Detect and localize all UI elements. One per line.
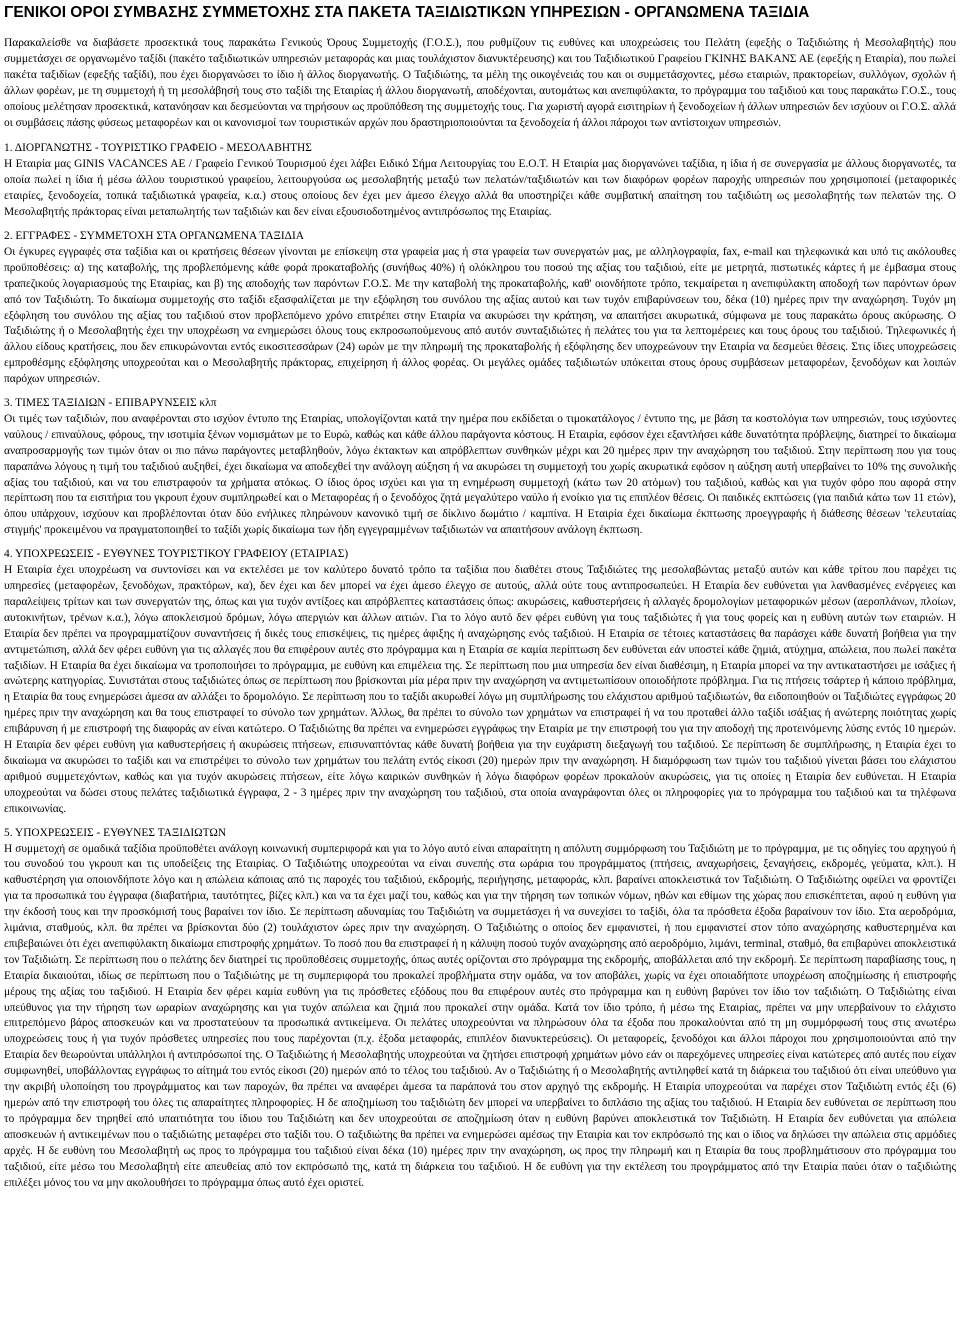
section-body: Οι τιμές των ταξιδιών, που αναφέρονται στο ισχύον έντυπο της Εταιρίας, υπολογίζονται κατά την ημέρα που εκδίδεται ο τιμοκατάλογος / έντυπο της, με βάση τα κοστολόγια των υπηρεσιών, τους ισχύοντες ναύλους / επιναύλους, φόρους, την ισοτιμία ξένων νομισμάτων με το Ευρώ, καθώς και κάθε άλλου παράγοντα κόστους. Η Εταιρία, εφόσον έχει εξαντλήσει κάθε δυνατότητα πρόβλεψης, διατηρεί το δικαίωμα αναπροσαρμογής των τιμών όταν οι πιο πάνω παράγοντες μεταβληθούν, λόγω έκτακτων και απρόβλεπτων συνθηκών μέχρι και 20 ημέρες πριν την αναχώρηση του ταξιδιού. Στην περίπτωση που για τους παραπάνω λόγους η τιμή του ταξιδιού αυξηθεί, έχει δικαίωμα να αποδεχθεί την ανάλογη αύξηση ή να ακυρώσει τη συμμετοχή του χωρίς ακυρωτικά εφόσον η αύξηση αυτή υπερβαίνει το 10% της συνολικής αξίας του ταξιδιού, και να του επιστραφούν τα χρήματα ατόκως. Ο ίδιος όρος ισχύει και για τη ενημέρωση συμμετοχή (κάτω των 20 ατόμων) του ταξιδιού, καθώς και για τυχόν φόρο που αφορά στην περίπτωση που τα εισιτήρια του γκρουπ έχουν συμπληρωθεί και ο Μεταφορέας ή ο ξενοδόχος ζητά μεγαλύτερο ναύλο ή ενοίκιο για τις επιπλέον θέσεις. Οι παιδικές εκπτώσεις (για παιδιά κάτω των 11 ετών), όπου υπάρχουν, ισχύουν και προβλέπονται όταν δύο ενήλικες πληρώνουν κανονικό τιμή σε δίκλινο δωμάτιο / καμπίνα. Η Εταιρία έχει δικαίωμα έκπτωσης προεγγραφής ή διάθεσης θέσεων 'τελευταίας στιγμής' προκειμένου να πραγματοποιηθεί το ταξίδι χωρίς δικαίωμα των ήδη εγγεγραμμένων ταξιδιωτών να απαιτήσουν ανάλογη έκπτωση.: [4, 412, 956, 537]
section-prices: [4, 396, 956, 539]
section-heading: 5. ΥΠΟΧΡΕΩΣΕΙΣ - ΕΥΘΥΝΕΣ ΤΑΞΙΔΙΩΤΩΝ: [4, 826, 227, 839]
section-registrations: [4, 229, 956, 388]
section-body: Η Εταιρία έχει υποχρέωση να συντονίσει και να εκτελέσει με τον καλύτερο δυνατό τρόπο τα ταξίδια που διαθέτει στους Ταξιδιώτες της μεσολαβώντας μεταξύ αυτών και κάθε τρίτου που παρέχει τις υπηρεσίες (μεταφορέων, ξενοδόχων, πρακτόρων, κα), δεν έχει και δεν μπορεί να έχει άμεσο έλεγχο σε αυτούς, αλλά ούτε τους αντιπροσωπεύει. Η Εταιρία δεν ευθύνεται για λανθασμένες ενέργειες και παραλείψεις τρίτων και των συνεργατών της, όπως και για τυχόν αντίξοες και απρόβλεπτες καταστάσεις όπως: ακυρώσεις, καθυστερήσεις ή αλλαγές δρομολογίων μεταφορικών μέσων (αεροπλάνων, πλοίων, αυτοκινήτων, τρένων κ.α.), λόγω αποκλεισμού δρόμων, λόγω απεργιών και άλλων αιτιών. Για το λόγο αυτό δεν φέρει ευθύνη για τους ταξιδιώτες ή για τους φορείς και η ευθύνη αυτών των εταιριών. Η Εταιρία δεν πρέπει να προγραμματίζουν συναντήσεις ή δικές τους επισκέψεις, τις ημέρες άφιξης ή αναχώρησης ενός ταξιδιού. Η Εταιρία σε τέτοιες καταστάσεις θα παράσχει κάθε δυνατή βοήθεια για την αντιμετώπιση, αλλά δεν φέρει ευθύνη για τις αλλαγές που θα επιφέρουν αυτές στο πρόγραμμα και η Εταιρία σε καμία περίπτωση δεν ευθύνεται εάν υποστεί κάθε ζημιά, ατύχημα, απώλεια, που πωλεί πακέτα ταξιδίων. Η Εταιρία θα έχει δικαίωμα να τροποποιήσει το πρόγραμμα, με ευθύνη και επιμέλεια της. Σε περίπτωση που μια υπηρεσία δεν είναι διαθέσιμη, η Εταιρία μπορεί να την αντικαταστήσει με ισάξιες ή ανώτερης κατηγορίας. Συνιστάται στους ταξιδιώτες όπως σε περίπτωση που βρίσκονται μία μέρα πριν την αναχώρηση να αντιμετωπίσουν οποιοδήποτε πρόβλημα. Για τις πτήσεις τσάρτερ ή κάποιο πρόβλημα, η Εταιρία θα τους ενημερώσει άμεσα αν αλλάξει το δρομολόγιο. Σε περίπτωση που το ταξίδι ακυρωθεί λόγω μη συμπλήρωσης του ελάχιστου αριθμού ταξιδιωτών, θα ειδοποιηθούν οι Ταξιδιώτες εγγράφως 20 ημέρες πριν την αναχώρηση και θα τους επιστραφεί το σύνολο των χρημάτων. Άλλως, θα πρέπει το σύνολο των χρημάτων να επιστραφεί ή να του προταθεί άλλο ταξίδι ισάξιας ή ανώτερης ποιότητας χωρίς επιβάρυνση ή με επιστροφή της διαφοράς αν είναι κατώτερο. Ο Ταξιδιώτης θα πρέπει να ενημερώσει εγγράφως την Εταιρία με την επιστροφή του για την αποδοχή της προτεινόμενης λύσης εντός 10 ημερών. Η Εταιρία δεν φέρει ευθύνη για καθυστερήσεις ή ακυρώσεις πτήσεων, επισυναπτόντας κάθε δυνατή βοήθεια για την ευχάριστη διεξαγωγή του ταξιδιού. Σε περίπτωση δε συμπλήρωσης, η Εταιρία έχει το δικαίωμα να ακυρώσει το ταξίδι και να επιστρέψει το σύνολο των χρημάτων του πελάτη εντός είκοσι (20) ημερών πριν την αναχώρηση. Η διαμόρφωση των τιμών του ταξιδιού γίνεται βάσει του ελάχιστου αριθμού συμμετεχόντων, καθώς και για τυχόν ακυρώσεις πτήσεων, είτε λόγω καιρικών συνθηκών ή λόγω διαφόρων φορέων προκαλούν ακυρώσεις, για τις οποίες η Εταιρία δεν ευθύνεται. Η Εταιρία υποχρεούται να δώσει στους πελάτες ταξιδιωτικά έγγραφα, 2 - 3 ημέρες πριν την αναχώρηση του ταξιδιού, στα οποία αναγράφονται όλες οι πληροφορίες για το πρόγραμμα του ταξιδιού και τα τηλέφωνα επικοινωνίας.: [4, 564, 956, 815]
section-heading: 1. ΔΙΟΡΓΑΝΩΤΗΣ - ΤΟΥΡΙΣΤΙΚΟ ΓΡΑΦΕΙΟ - ΜΕΣΟΛΑΒΗΤΗΣ: [4, 142, 312, 155]
intro-paragraph: Παρακαλείσθε να διαβάσετε προσεκτικά τους παρακάτω Γενικούς Όρους Συμμετοχής (Γ.Ο.Σ.), που ρυθμίζουν τις ευθύνες και υποχρεώσεις του Πελάτη (εφεξής ο Ταξιδιώτης ή Μεσολαβητής) που συμμετάσχει σε οργανωμένο ταξίδι (πακέτο ταξιδιωτικών υπηρεσιών μεταφοράς και μιας τουλάχιστον διανυκτέρευσης) και του Ταξιδιωτικού Γραφείου ΓΚΙΝΗΣ ΒΑΚΑΝΣ ΑΕ (εφεξής η Εταιρία), που πωλεί πακέτα ταξιδίων (εφεξής ταξίδι), που έχει διοργανώσει το ίδιο ή άλλος διοργανωτής. Ο Ταξιδιώτης, τα μέλη της οικογένειάς του και οι συμμετάσχοντες, μέσω εταιριών, πρακτορείων, συλλόγων, σχολών ή άλλων φορέων, με τη συμμετοχή ή τη μεσολάβησή τους στο ταξίδι της Εταιρίας ή άλλου διοργανωτή, αποδέχονται, αυτομάτως και ανεπιφύλακτα, το πρόγραμμα του ταξιδιού και τους παρακάτω Γ.Ο.Σ., τους οποίους μελέτησαν προσεκτικά, κατανόησαν και δεσμεύονται να τηρήσουν ως προϋπόθεση της συμμετοχής τους. Για χωριστή αγορά εισιτηρίων ή ξενοδοχείων ή άλλων υπηρεσιών δεν ισχύουν οι Γ.Ο.Σ. αλλά οι συμβάσεις πάσης φύσεως μεταφορέων και οι κανονισμοί των τουριστικών αρχών που δραστηριοποιούνται τα ξενοδοχεία ή άλλοι πάροχοι των αντίστοιχων υπηρεσιών.: [4, 37, 956, 129]
section-body: Η Εταιρία μας GINIS VACANCES AE / Γραφείο Γενικού Τουρισμού έχει λάβει Ειδικό Σήμα Λειτουργίας του Ε.Ο.Τ. Η Εταιρία μας διοργανώνει ταξίδια, η ίδια ή σε συνεργασία με άλλους διοργανωτές, τα οποία πωλεί η ίδια ή μέσω άλλου τουριστικού γραφείου, λειτουργούσα ως μεσολαβητής μεταξύ των πελατών/ταξιδιωτών και των διαφόρων φορέων παροχής υπηρεσιών που χρησιμοποιεί (μεταφορικές εταιρίες, ξενοδοχεία, τοπικά ταξιδιωτικά γραφεία, κ.α.) στους οποίους δεν έχει μεν άμεσο έλεγχο αλλά θα υποστηρίζει κάθε συμβατική απαίτηση του ταξιδιώτη ως μεσολαβητής των πελατών της. Ο Μεσολαβητής πράκτορας είναι μεταπωλητής των ταξιδιών και δεν είναι εξουσιοδοτημένος αντιπρόσωπος της Εταιρίας.: [4, 158, 956, 219]
section-organizer: [4, 141, 956, 221]
section-heading: 4. ΥΠΟΧΡΕΩΣΕΙΣ - ΕΥΘΥΝΕΣ ΤΟΥΡΙΣΤΙΚΟΥ ΓΡΑΦΕΙΟΥ (ΕΤΑΙΡΙΑΣ): [4, 548, 349, 561]
section-heading: 2. ΕΓΓΡΑΦΕΣ - ΣΥΜΜΕΤΟΧΗ ΣΤΑ ΟΡΓΑΝΩΜΕΝΑ ΤΑΞΙΔΙΑ: [4, 229, 305, 242]
section-body: Η συμμετοχή σε ομαδικά ταξίδια προϋποθέτει ανάλογη κοινωνική συμπεριφορά και για το λόγο αυτό είναι απαραίτητη η απόλυτη συμμόρφωση του Ταξιδιώτη με το πρόγραμμα, με τις οδηγίες του αρχηγού ή του συνοδού του γκρουπ και τις υποδείξεις της Εταιρίας. Ο Ταξιδιώτης υποχρεούται να είναι συνεπής στα ωράρια του προγράμματος (πτήσεις, αναχωρήσεις, ξεναγήσεις, εκδρομές, γεύματα, κλπ.). Η καθυστέρηση για οποιονδήποτε λόγο και η απώλεια κάποιας από τις παροχές του ταξιδιού, εκδρομής, περιήγησης, μεταφοράς, κλπ. βαραίνει αποκλειστικά τον Ταξιδιώτη. Ο Ταξιδιώτης οφείλει να φροντίζει για τα προσωπικά του έγγραφα (διαβατήρια, ταυτότητες, βίζες κλπ.) και να τα έχει μαζί του, καθώς και για την τήρηση των τοπικών νόμων, ηθών και εθίμων της χώρας που επισκέπτεται, αφού η ευθύνη για την έκδοσή τους και την προσκόμισή τους βαραίνει τον ίδιο. Σε περίπτωση αδυναμίας του Ταξιδιώτη να συμμετάσχει ή να συνεχίσει το ταξίδι, όλα τα πρόσθετα έξοδα βαραίνουν τον ίδιο. Στα αεροδρόμια, λιμάνια, σταθμούς, κλπ. θα πρέπει να βρίσκονται δύο (2) τουλάχιστον ώρες πριν την αναχώρηση. Ο Ταξιδιώτης ο οποίος δεν εμφανιστεί, ή που εμφανιστεί στον τόπο αναχώρησης καθυστερημένα και επιβεβαιώνει ότι έχει ανεπιφύλακτη δικαίωμα επιστροφής χρημάτων. Το ποσό που θα επιστραφεί ή η κάλυψη ποσού τυχόν αναχώρησης από αεροδρόμιο, λιμάνι, terminal, σταθμό, θα επιβαρύνει αποκλειστικά τον Ταξιδιώτη. Σε περίπτωση που ο πελάτης δεν διατηρεί τις προϋποθέσεις συμμετοχής, όπως αυτές ορίζονται στο πρόγραμμα της εκδρομής, αποβάλλεται από την εκδρομή. Σε περίπτωση παραβίασης τους, η Εταιρία δικαιούται, ιδίως σε περίπτωση που ο Ταξιδιώτης με τη συμπεριφορά του προκαλεί προβλήματα στην ομάδα, να τον αποβάλει, χωρίς να έχει οποιαδήποτε υποχρέωση αποζημίωσης ή επιστροφής μέρους της αξίας του ταξιδιού. Η Εταιρία δεν φέρει καμία ευθύνη για τις πρόσθετες εξόδους που θα επιφέρουν αυτές στο πρόγραμμα και η ευθύνη βαρύνει τον ίδιο τον ταξιδιώτη. Ο Ταξιδιώτης είναι υπεύθυνος για την τήρηση των ωραρίων αναχώρησης και για τυχόν απώλεια και ζημιά που προκαλεί στην ομάδα. Κατά τον ίδιο τρόπο, ή μέσω της Εταιρίας, πρέπει να μην υπερβαίνουν το ελάχιστο επιτρεπόμενο βάρος αποσκευών και να προστατεύουν τα προσωπικά αντικείμενα. Οι πελάτες υποχρεούνται να πληρώσουν όλα τα έξοδα που προκαλούνται από τη μη συμμόρφωσή τους στις ανωτέρω υποχρεώσεις τους ή για τυχόν πρόσθετες υπηρεσίες που τους παρέχονται (π.χ. έξοδα μεταφοράς, επιπλέον διανυκτερεύσεις). Οι μεταφορείς, ξενοδόχοι και άλλοι πάροχοι που χρησιμοποιούνται από την Εταιρία δεν θεωρούνται υπάλληλοι ή αντιπρόσωποί της. Ο Ταξιδιώτης ή Μεσολαβητής υποχρεούται να ζητήσει επιστροφή χρημάτων μόνο εάν οι παρεχόμενες υπηρεσίες είναι κατώτερες από αυτές που είχαν συμφωνηθεί, υποβάλλοντας εγγράφως το αίτημά του εντός είκοσι (20) ημερών από το τέλος του ταξιδιού. Αν ο Ταξιδιώτης ή ο Μεσολαβητής αντιληφθεί κατά τη διάρκεια του ταξιδιού ότι είναι υπεύθυνο για την ακριβή υλοποίηση του προγράμματος και των παροχών, θα πρέπει να αναφέρει άμεσα τα παράπονά του στον αρχηγό της εκδρομής. Η Εταιρία υποχρεούται να παρέχει στον Ταξιδιώτη εντός έξι (6) ημερών από την επιστροφή του όλες τις απαραίτητες πληροφορίες. Η δε αποζημίωση του ταξιδιώτη δεν μπορεί να υπερβαίνει το διπλάσιο της αξίας του ταξιδιού. Η Εταιρία δεν ευθύνεται σε περίπτωση που το πρόγραμμα δεν τηρηθεί από υπαιτιότητα του ίδιου του Ταξιδιώτη και δεν υποχρεούται σε αποζημίωση όταν η ευθύνη βαρύνει αποκλειστικά τον Ταξιδιώτη. Η Εταιρία δεν ευθύνεται για απώλεια αποσκευών ή αντικειμένων που ο ταξιδιώτης μεταφέρει στο ταξίδι του. Ο ταξιδιώτης θα πρέπει να ενημερώσει αμέσως την Εταιρία και τον εκπρόσωπό της και ο ίδιος να δηλώσει την απώλεια στις αρμόδιες αρχές. Η δε ευθύνη του Μεσολαβητή ως προς το πρόγραμμα του ταξιδιού είναι δέκα (10) ημέρες πριν την αναχώρηση, ως προς την πληρωμή και η Εταιρία θα τους προβλημάτισουν στο πρόγραμμα του ταξιδιού, είτε μέσω του Μεσολαβητή είτε απευθείας από τον εκπρόσωπό της, κατά τη διάρκεια του ταξιδιού. Η δε ευθύνη για την εκτέλεση του προγράμματος από την Εταιρία παύει όταν ο ταξιδιώτης επιλέξει μόνος του να μην ακολουθήσει το πρόγραμμα όπως αυτό έχει οριστεί.: [4, 842, 956, 1189]
section-traveler-obligations: [4, 826, 956, 1192]
document-title: ΓΕΝΙΚΟΙ ΟΡΟΙ ΣΥΜΒΑΣΗΣ ΣΥΜΜΕΤΟΧΗΣ ΣΤΑ ΠΑΚΕΤΑ ΤΑΞΙΔΙΩΤΙΚΩΝ ΥΠΗΡΕΣΙΩΝ - ΟΡΓΑΝΩΜΕΝΑ ΤΑΞΙΔΙΑ: [4, 4, 810, 21]
section-heading: 3. ΤΙΜΕΣ ΤΑΞΙΔΙΩΝ - ΕΠΙΒΑΡΥΝΣΕΙΣ κλπ: [4, 397, 217, 410]
section-agency-obligations: [4, 547, 956, 817]
section-body: Οι έγκυρες εγγραφές στα ταξίδια και οι κρατήσεις θέσεων γίνονται με επίσκεψη στα γραφεία μας ή στα γραφεία των συνεργατών μας, με αλληλογραφία, fax, e-mail και τηλεφωνικά και υπό τις ακόλουθες προϋποθέσεις: α) της καταβολής, της προβλεπόμενης κάθε φορά προκαταβολής (συνήθως 40%) ή ολόκληρου του ποσού της αξίας του ταξιδιού, είτε με μετρητά, πιστωτικές κάρτες ή με έμβασμα στους τραπεζικούς λογαριασμούς της Εταιρίας, και β) της αποδοχής των παρόντων Γ.Ο.Σ. Με την καταβολή της προκαταβολής, καθ' οιονδήποτε τρόπο, τεκμαίρεται η ανεπιφύλακτη αποδοχή των παρόντων όρων από τον Ταξιδιώτη. Το δικαίωμα συμμετοχής στο ταξίδι εξασφαλίζεται με την εξόφληση του συνόλου της αξίας αυτού και των τυχόν επιβαρύνσεων του, δέκα (10) ημέρες πριν την αναχώρηση. Τυχόν μη εξόφληση του συνόλου της αξίας του ταξιδιού στον προβλεπόμενο χρόνο επιτρέπει στην Εταιρία να ακυρώσει την κράτηση, να απαιτήσει ακυρωτικά, σύμφωνα με τους παρακάτω όρους ακύρωσης. Ο Ταξιδιώτης ή ο Μεσολαβητής έχει την υποχρέωση να ενημερώσει όλους τους εκπροσωπούμενους από αυτόν συνταξιδιώτες ή πελάτες του για τα λεπτομέρειες και τους όρους του ταξιδιού. Τηλεφωνικές ή άλλου είδους κρατήσεις, που δεν επικυρώνονται εντός εικοσιτεσσάρων (24) ωρών με την πληρωμή της προκαταβολής ή εξόφλησης δεν υποχρεώνουν την Εταιρία να δεσμεύει θέσεις. Στις ίδιες υποχρεώσεις εμπροθέσμης εξόφλησης υποχρεούται και ο Μεσολαβητής πράκτορας, επιχείρηση ή άλλος φορέας. Οι μεγάλες ομάδες ταξιδιωτών υπόκειται στους όρους συμβάσεων μεταφορέων, ξενοδόχων και λοιπών παρόχων υπηρεσιών.: [4, 245, 956, 386]
